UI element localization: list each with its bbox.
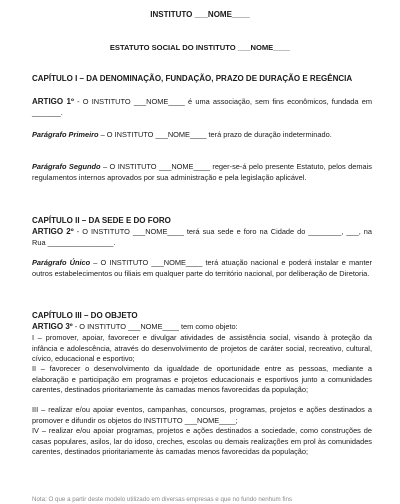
- paragraph-text: – O INSTITUTO ___NOME____ terá prazo de duração indeterminado.: [98, 130, 332, 139]
- article-2-label: ARTIGO 2º: [32, 227, 74, 236]
- article-3-text: - O INSTITUTO ___NOME____ tem como objeto:: [72, 322, 238, 331]
- article-3-item-3: III – realizar e/ou apoiar eventos, campanhas, concursos, programas, projetos e ações destinados a promover e difundir os objetos do INSTITUTO ___NOME____;: [32, 405, 372, 425]
- chapter-3-heading: CAPÍTULO III – DO OBJETO: [32, 311, 138, 320]
- article-1: [32, 97, 372, 118]
- article-1-paragraph-2: [32, 162, 372, 183]
- paragraph-text: – O INSTITUTO ___NOME____ terá atuação nacional e poderá instalar e manter outros estabelecimentos ou filiais em qualquer parte do território nacional, por deliberação de Diretoria.: [32, 258, 372, 278]
- article-3-item-1: I – promover, apoiar, favorecer e divulgar atividades de assistência social, visando à proteção da infância e adolescência, através do desenvolvimento de projetos de caráter social, recreativo, cultural, cívico, educacional e esportivo;: [32, 333, 372, 363]
- article-3-item-4: IV – realizar e/ou apoiar programas, projetos e ações destinados a sociedade, como construções de casas populares, asilos, lar do idoso, creches, escolas ou demais realizações em prol às comunidades carentes, destinados prioritariamente às camadas menos favorecidas da população;: [32, 426, 372, 456]
- chapter-2-heading: CAPÍTULO II – DA SEDE E DO FORO: [32, 216, 171, 225]
- article-1-paragraph-1: [32, 130, 372, 141]
- chapter-1-heading: CAPÍTULO I – DA DENOMINAÇÃO, FUNDAÇÃO, PRAZO DE DURAÇÃO E REGÊNCIA: [32, 74, 353, 83]
- statute-title: ESTATUTO SOCIAL DO INSTITUTO ___NOME____: [109, 43, 291, 52]
- footer-note: Nota: O que a partir deste modelo utilizado em diversas empresas e que no fundo nenhum fins: [32, 496, 293, 504]
- article-3: [32, 322, 372, 333]
- article-2-single-paragraph: [32, 258, 372, 279]
- paragraph-text: – O INSTITUTO ___NOME____ reger-se-á pelo presente Estatuto, pelos demais regulamentos internos aprovados por sua administração e pela legislação aplicável.: [32, 162, 372, 182]
- article-3-label: ARTIGO 3º: [32, 322, 73, 331]
- institute-title: INSTITUTO ___NOME____: [150, 10, 250, 19]
- article-1-text: - O INSTITUTO ___NOME____ é uma associação, sem fins econômicos, fundada em _______.: [32, 97, 372, 117]
- paragraph-label: Parágrafo Único: [32, 258, 91, 267]
- article-3-item-2: II – favorecer o desenvolvimento da igualdade de oportunidade entre as pessoas, mediante a elaboração e participação em programas e projetos educacionais e esportivos junto a comunidades carentes, destinados prioritariamente às camadas menos favorecidas da população;: [32, 364, 372, 394]
- paragraph-label: Parágrafo Segundo: [32, 162, 101, 171]
- article-2-text: - O INSTITUTO ___NOME____ terá sua sede e foro na Cidade do ________, ___, na Rua ________________.: [32, 227, 373, 247]
- paragraph-label: Parágrafo Primeiro: [32, 130, 99, 139]
- article-1-label: ARTIGO 1º: [32, 97, 74, 106]
- article-2: [32, 227, 372, 248]
